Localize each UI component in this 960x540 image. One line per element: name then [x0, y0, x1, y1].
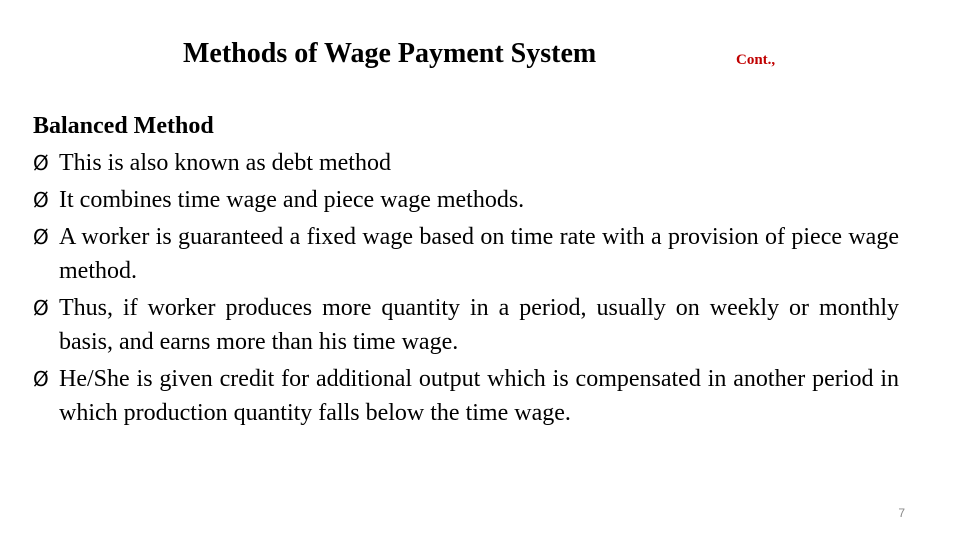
- slide-title: Methods of Wage Payment System: [183, 38, 597, 69]
- bullet-text: Thus, if worker produces more quantity in a period, usually on weekly or monthly basis, and earns more than his time wage.: [59, 295, 899, 355]
- bullet-list: [33, 146, 899, 430]
- arrow-bullet-icon: Ø: [33, 151, 49, 175]
- page-number: 7: [898, 506, 905, 520]
- bullet-item: [33, 291, 899, 359]
- bullet-text: It combines time wage and piece wage methods.: [59, 187, 525, 213]
- section-heading: Balanced Method: [33, 113, 214, 139]
- bullet-item: [33, 220, 899, 288]
- bullet-text: A worker is guaranteed a fixed wage based on time rate with a provision of piece wage method.: [59, 224, 899, 284]
- bullet-item: [33, 183, 899, 217]
- bullet-text: This is also known as debt method: [59, 150, 391, 176]
- arrow-bullet-icon: Ø: [33, 188, 49, 212]
- arrow-bullet-icon: Ø: [33, 225, 49, 249]
- arrow-bullet-icon: Ø: [33, 367, 49, 391]
- continued-label: Cont.,: [736, 52, 776, 68]
- slide-content: [33, 109, 899, 433]
- bullet-text: He/She is given credit for additional output which is compensated in another period in which production quantity falls below the time wage.: [59, 366, 899, 426]
- arrow-bullet-icon: Ø: [33, 296, 49, 320]
- bullet-item: [33, 146, 899, 180]
- bullet-item: [33, 362, 899, 430]
